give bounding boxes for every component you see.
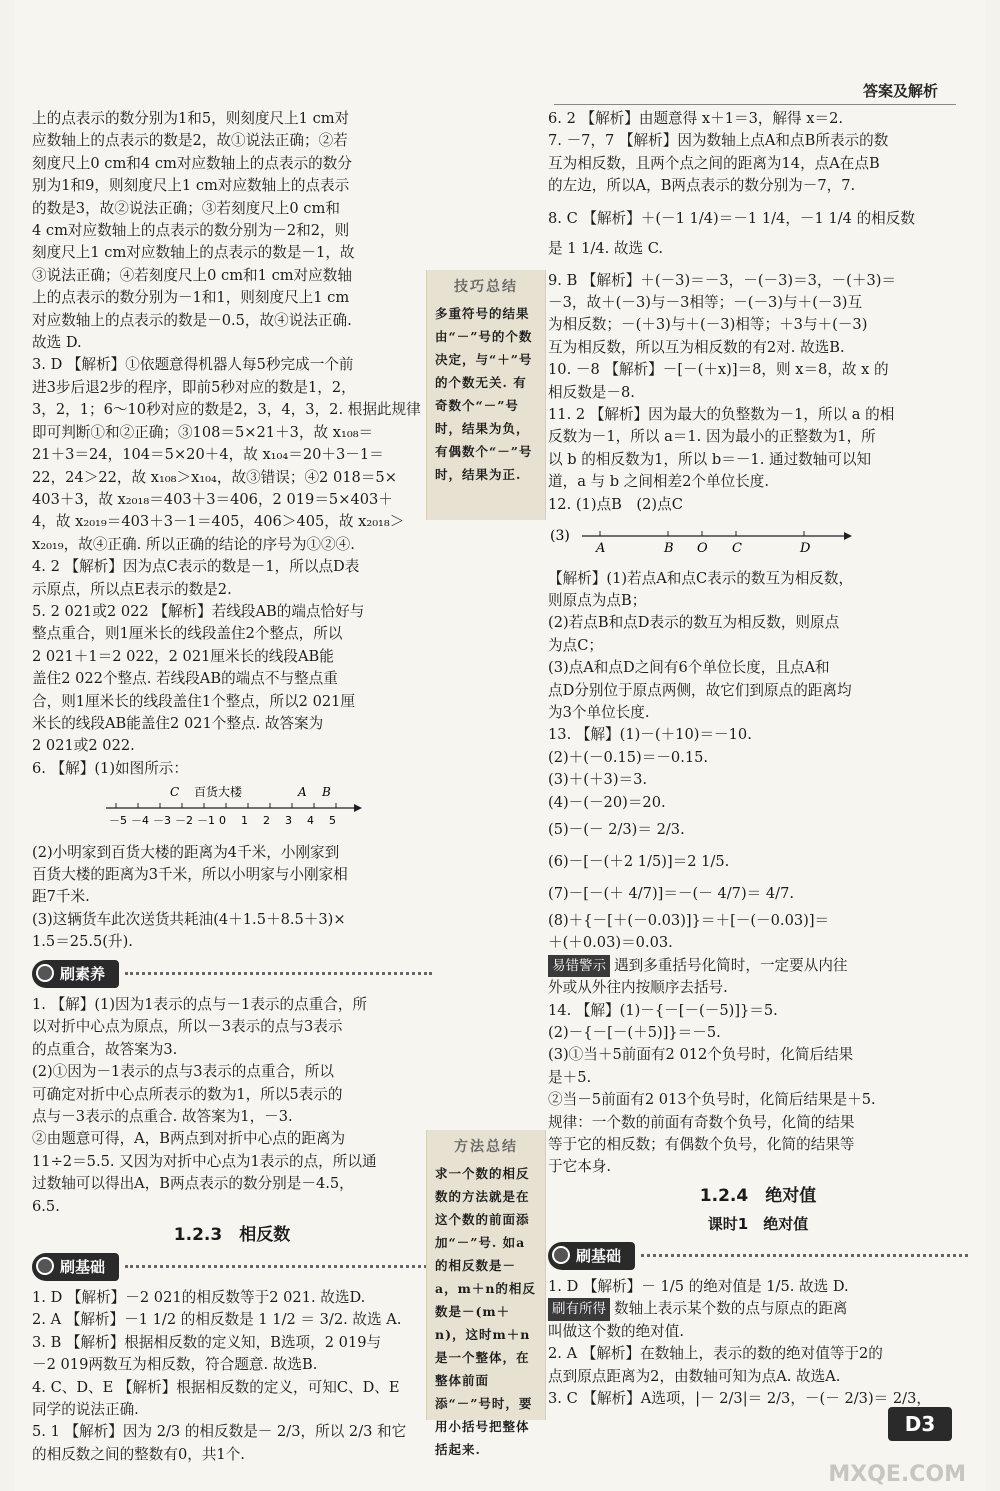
label-b: B [664,541,674,557]
number-line-figure [102,784,362,830]
label-o: O [697,541,708,557]
text-line: ＋(＋0.03)＝0.03. [548,934,673,952]
badge-icon [552,1246,570,1264]
text-line: 3. D 【解析】①依题意得机器人每5秒完成一个前 [32,356,354,374]
text-line: 6. 【解】(1)如图所示： [32,759,188,777]
header-rule [554,104,956,105]
text-line: 上的点表示的数分别为1和5，则刻度尺上1 cm对 [32,110,350,127]
text-line: 以对折中心点为原点，所以－3表示的点与3表示 [32,1018,343,1036]
text-line: 的相反数之间的整数有0，共1个. [32,1445,245,1463]
text-line: 规律：一个数的前面有奇数个负号，化简的结果 [548,1113,855,1131]
text-line: 3，2，1；6～10秒对应的数是2，3，4，3，2. 根据此规律 [32,401,421,419]
tick-label: 3 [285,814,292,828]
lesson-title: 课时1 绝对值 [707,1215,809,1234]
text-line: 互为相反数，所以互为相反数的有2对. 故选B. [548,338,845,356]
tick-label: －5 [109,814,127,828]
text-line: ③说法正确；④若刻度尺上0 cm和1 cm对应数轴 [32,266,352,284]
text-line: 9. B 【解析】＋(－3)＝－3，－(－3)＝3，－(＋3)＝ [548,271,897,289]
banner-badge [548,1242,635,1270]
banner-divider [125,1265,432,1268]
text-line: 对应数轴上的点表示的数是－0.5，故④说法正确. [32,311,352,329]
text-line: 403＋3，故 x₂₀₁₈＝403＋3＝406，2 019＝5×403＋ [32,490,393,508]
banner-label: 刷基础 [60,1257,106,1276]
text-line: 故选 D. [32,334,82,352]
text-line: 【解析】(1)若点A和点C表示的数互为相反数， [548,569,854,587]
banner-basics-right [548,1242,968,1270]
answer-12 [548,494,968,725]
text-line: 相反数是－8. [548,383,635,401]
answer-9 [548,270,968,360]
text-line: (3)这辆货车此次送货共耗油(4＋1.5＋8.5＋3)× [32,910,346,928]
sidebar-title: 方法总结 [454,1139,518,1155]
text-line: 反数为－1，所以 a＝1. 因为最小的正整数为1，所 [548,428,876,446]
text-line: 14. 【解】(1)－{－[－(－5)]}＝5. [548,1001,778,1019]
label-store: 百货大楼 [194,785,243,800]
text-line: －3，故＋(－3)与－3相等；－(－3)与＋(－3)互 [548,294,863,312]
text-line: 1. 【解】(1)因为1表示的点与－1表示的点重合，所 [32,996,368,1014]
section-title-absolute-value: 1.2.4 绝对值 [699,1185,817,1206]
answer-11 [548,404,968,494]
section-title-opposite-numbers: 1.2.3 相反数 [173,1225,291,1246]
banner-label: 刷基础 [576,1246,622,1265]
text-line: 叫做这个数的绝对值. [548,1322,684,1340]
badge-icon [36,964,54,982]
text-line: 10. －8 【解析】－[－(＋x)]＝8，则 x＝8，故 x 的 [548,361,889,379]
text-line: 1.5＝25.5(升). [32,933,133,951]
text-line: 整点重合，则1厘米长的线段盖住2个整点，所以 [32,625,343,643]
banner-literacy [32,960,432,988]
tick-label: －4 [131,814,149,828]
axis-arrow [844,532,852,540]
text-line: 示原点，所以点E表示的数是2. [32,580,232,598]
page-header: 答案及解析 [862,82,938,100]
text-line: (2)①因为－1表示的点与3表示的点重合，所以 [32,1063,334,1081]
text-line: 以 b 的相反数为1，所以 b＝－1. 通过数轴可以知 [548,450,872,468]
text-line: 4，故 x₂₀₁₉＝403＋3－1＝405，406＞405，故 x₂₀₁₈＞ [32,513,405,531]
text-line: 是 1 1/4. 故选 C. [548,239,664,257]
text-line: 为3个单位长度. [548,703,650,721]
takeaway-label: 刷有所得 [548,1298,610,1320]
text-line: 过数轴可以得出A，B两点表示的数分别是－4.5， [32,1175,354,1193]
text-line: 7. －7，7 【解析】因为数轴上点A和点B所表示的数 [548,132,889,150]
text-line: 3. B 【解析】根据相反数的定义知，B选项，2 019与 [32,1333,382,1351]
text-line: 2 021或2 022. [32,737,135,755]
basics-answer-2 [548,1343,968,1388]
answer-10 [548,359,968,404]
basics-answer-1: 1. D 【解析】－ 1/5 的绝对值是 1/5. 故选 D. [548,1278,849,1296]
tick-label: 5 [329,814,336,828]
text-line: －2 019两数互为相反数，符合题意. 故选B. [32,1356,318,1374]
text-line [548,955,968,977]
text-line: 的点重合，故答案为3. [32,1040,178,1058]
left-column [32,108,432,1466]
label-c: C [732,541,742,557]
text-line: x₂₀₁₉，故④正确. 所以正确的结论的序号为①②④. [32,535,355,553]
label-d: D [800,541,811,557]
text-line: (3)点A和点D之间有6个单位长度，且点A和 [548,659,830,677]
text-line: (6)－[－(＋2 1/5)]＝2 1/5. [548,852,730,870]
text-line: 4. 2 【解析】因为点C表示的数是－1，所以点D表 [32,558,360,576]
method-sidebar [426,1130,546,1457]
text-line: 是＋5. [548,1068,592,1086]
text-line: 11÷2＝5.5. 又因为对折中心点为1表示的点，所以通 [32,1152,377,1170]
literacy-answer-1 [32,994,432,1218]
text-line: (7)－[－(＋ 4/7)]＝－(－ 4/7)＝ 4/7. [548,884,795,902]
text-line: (2)小明家到百货大楼的距离为4千米，小刚家到 [32,843,340,861]
tick-label: －1 [197,814,215,828]
text-line: 距7千米. [32,888,90,906]
text-line: (2)－{－[－(＋5)]}＝－5. [548,1024,721,1041]
text-line: 点与－3表示的点重合. 故答案为1，－3. [32,1108,293,1126]
answer-4 [32,556,432,601]
text-line: 应数轴上的点表示的数是2，故①说法正确；②若 [32,132,348,150]
banner-divider [125,972,432,975]
label-b: B [322,785,331,800]
text-line: 刻度尺上0 cm和4 cm对应数轴上的点表示的数分 [32,154,352,172]
mistake-warning [548,955,968,1000]
tick-label: －3 [153,814,171,828]
text-line: 互为相反数，且两个点之间的距离为14，点A在点B [548,154,880,172]
text-line: 盖住2 022个整点. 若线段AB的端点不与整点重 [32,670,338,688]
text-line: 12. (1)点B (2)点C [548,495,683,513]
text-line: 的左边，所以A，B两点表示的数分别为－7，7. [548,177,856,195]
text-line: 为相反数；－(＋3)与＋(－3)相等；＋3与＋(－3) [548,316,868,334]
answer-13 [548,724,968,954]
text-line: ②由题意可得，A，B两点到对折中心点的距离为 [32,1130,346,1148]
banner-badge [32,960,119,988]
text-line: 别为1和9，则刻度尺上1 cm对应数轴上的点表示 [32,177,350,195]
warning-text: 遇到多重括号化简时，一定要从内往 [614,956,848,974]
tick-label: 4 [307,814,314,828]
text-line: (2)若点B和点D表示的数互为相反数，则原点 [548,614,840,632]
prefix-label: (3) [550,528,570,545]
text-line: 等于它的相反数；有偶数个负号，化简的结果等 [548,1136,855,1154]
banner-divider [641,1254,968,1257]
text-line: 即可判断①和②正确；③108＝5×21＋3，故 x₁₀₈＝ [32,423,374,441]
answer-3 [32,354,432,556]
badge-icon [36,1257,54,1275]
label-c: C [170,785,180,800]
text-line: 6.5. [32,1197,60,1215]
text-line: 米长的线段AB能盖住2 021个整点. 故答案为 [32,714,324,732]
takeaway-text: 数轴上表示某个数的点与原点的距离 [614,1300,848,1318]
text-line: 2. A 【解析】在数轴上，表示的数的绝对值等于2的 [548,1345,883,1363]
text-line: 的数是3，故②说法正确；③若刻度尺上0 cm和 [32,199,340,217]
text-line: 1. D 【解析】－2 021的相反数等于2 021. 故选D. [32,1288,366,1306]
text-line: 外或从外往内按顺序去括号. [548,979,728,997]
label-a: A [596,541,606,557]
text-line: (8)＋{－[＋(－0.03)]}＝＋[－(－0.03)]＝ [548,911,830,929]
sidebar-title: 技巧总结 [454,279,518,295]
tick-label: 0 [219,814,226,828]
tip-sidebar [426,270,546,520]
site-watermark: MXQE.COM [828,1462,966,1487]
text-line: 13. 【解】(1)－(＋10)＝－10. [548,726,752,744]
number-line-figure-12 [548,518,868,558]
answer-7 [548,130,968,197]
text-line: 道，a 与 b 之间相差2个单位长度. [548,473,770,491]
text-line: 5. 1 【解析】因为 2/3 的相反数是－ 2/3，所以 2/3 和它 [32,1423,407,1441]
text-line: 2. A 【解析】－1 1/2 的相反数是 1 1/2 ＝ 3/2. 故选 A. [32,1311,402,1329]
text-line: 刻度尺上1 cm对应数轴上的点表示的数是－1，故 [32,244,355,262]
text-line: 4. C、D、E 【解析】根据相反数的定义，可知C、D、E [32,1378,400,1396]
text-line: 百货大楼的距离为3千米，所以小明家与小刚家相 [32,866,348,883]
answer-14 [548,1000,968,1179]
tick-group [109,803,336,827]
text-line: 11. 2 【解析】因为最大的负整数为－1，所以 a 的相 [548,406,895,424]
answer-5 [32,601,432,758]
banner-badge [32,1253,119,1281]
text-line: ②当－5前面有2 013个负号时，化简后结果是＋5. [548,1091,876,1109]
text-line [548,1298,968,1320]
banner-label: 刷素养 [60,964,106,983]
text-line: (5)－(－ 2/3)＝ 2/3. [548,820,685,838]
warning-label: 易错警示 [548,955,610,977]
text-line: 22，24＞22，故 x₁₀₈＞x₁₀₄，故③错误；④2 018＝5× [32,468,397,486]
text-line: 2 021＋1＝2 022，2 021厘米长的线段AB能 [32,647,334,665]
right-column [548,108,968,1411]
label-a: A [298,785,307,800]
tick-label: －2 [175,814,193,828]
text-line: (4)－(－20)＝20. [548,793,666,811]
answer-6 [32,758,432,954]
text-line: 同学的说法正确. [32,1400,139,1418]
text-line: (3)①当＋5前面有2 012个负号时，化简后结果 [548,1046,854,1064]
text-line: 于它本身. [548,1158,612,1176]
intro-block [32,108,432,354]
text-line: (3)＋(＋3)＝3. [548,771,648,789]
banner-basics [32,1253,432,1281]
text-line: 上的点表示的数分别为－1和1，则刻度尺上1 cm [32,289,350,307]
sidebar-text: 求一个数的相反数的方法就是在这个数的前面添加“－”号. 如a的相反数是－a，m＋n的相反数是－(m＋n)，这时m＋n是一个整体，在整体前面添“－”号时，要用小括号把整体括起来. [435,1166,536,1457]
answer-page [14,0,986,1491]
axis-arrow [354,804,362,812]
basics-answers [32,1287,432,1466]
tick-label: 2 [263,814,270,828]
answer-8 [548,204,968,264]
text-line: 可确定对折中心点所表示的数为1，所以5表示的 [32,1085,343,1103]
text-line: 点D分别位于原点两侧，故它们到原点的距离均 [548,681,852,699]
answer-6-right: 6. 2 【解析】由题意得 x＋1＝3，解得 x＝2. [548,110,844,127]
page-number: D3 [888,1407,952,1441]
basics-answer-3: 3. C 【解析】A选项，|－ 2/3|＝ 2/3，－(－ 2/3)＝ 2/3， [548,1390,931,1408]
tick-label: 1 [241,814,248,828]
text-line: 21＋3＝24，104＝5×20＋4，故 x₁₀₄＝20＋3－1＝ [32,446,384,464]
text-line: 8. C 【解析】＋(－1 1/4)＝－1 1/4，－1 1/4 的相反数 [548,209,915,227]
text-line: (2)＋(－0.15)＝－0.15. [548,748,709,766]
text-line: 4 cm对应数轴上的点表示的数分别为－2和2，则 [32,222,350,240]
text-line: 5. 2 021或2 022 【解析】若线段AB的端点恰好与 [32,602,365,620]
sidebar-text: 多重符号的结果由“－”号的个数决定，与“＋”号的个数无关. 有奇数个“－”号时，结果为负，有偶数个“－”号时，结果为正. [435,306,533,482]
text-line: 合，则1厘米长的线段盖住1个整点，所以2 021厘 [32,692,356,710]
takeaway-box [548,1298,968,1343]
text-line: 点到原点距离为2，由数轴可知为点A. 故选A. [548,1367,841,1385]
text-line: 则原点为点B； [548,591,647,609]
text-line: 为点C； [548,636,603,654]
text-line: 进3步后退2步的程序，即前5秒对应的数是1，2， [32,378,356,396]
